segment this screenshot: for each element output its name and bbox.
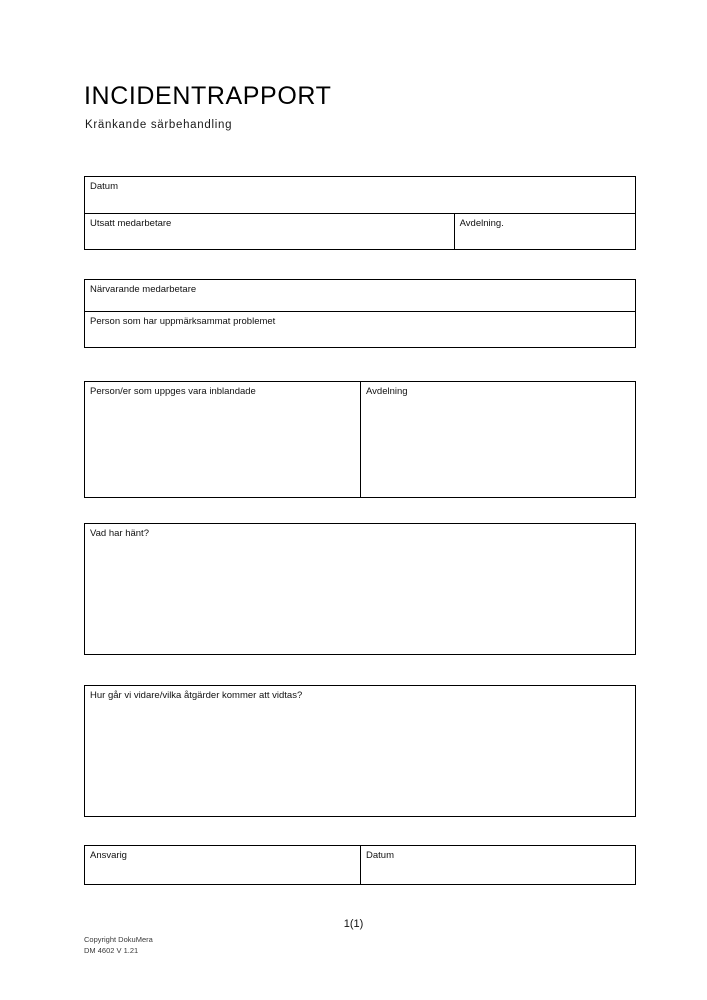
field-label-avdelning-utsatt: Avdelning. — [459, 218, 504, 229]
field-label-ansvarig-datum: Datum — [366, 850, 394, 861]
table-row — [84, 312, 636, 348]
field-ansvarig[interactable] — [85, 846, 360, 884]
form-block-date-employee — [84, 176, 636, 250]
field-person-uppmarksammat[interactable] — [85, 312, 635, 347]
form-block-what-happened — [84, 523, 636, 655]
table-row — [84, 523, 636, 655]
field-inblandade-avdelning[interactable] — [360, 382, 635, 497]
table-row — [84, 845, 636, 885]
field-label-person-uppmarksammat: Person som har uppmärksammat problemet — [90, 316, 276, 327]
form-block-next-steps — [84, 685, 636, 817]
field-avdelning-utsatt[interactable] — [454, 214, 635, 249]
footer — [84, 934, 153, 956]
table-row — [84, 176, 636, 214]
field-inblandade-personer[interactable] — [85, 382, 360, 497]
form-block-participants — [84, 279, 636, 348]
field-label-hur-gar-vi-vidare: Hur går vi vidare/vilka åtgärder kommer att vidtas? — [90, 690, 303, 701]
field-label-vad-har-hant: Vad har hänt? — [90, 528, 149, 539]
field-datum[interactable] — [85, 177, 635, 213]
field-ansvarig-datum[interactable] — [360, 846, 635, 884]
form-block-signature — [84, 845, 636, 885]
footer-doc-id: DM 4602 V 1.21 — [84, 946, 139, 955]
table-row — [84, 214, 636, 250]
footer-copyright: Copyright DokuMera — [84, 935, 153, 944]
page-subtitle: Kränkande särbehandling — [85, 119, 233, 131]
field-label-inblandade-avdelning: Avdelning — [366, 386, 408, 397]
form-block-involved — [84, 381, 636, 498]
field-narvarande-medarbetare[interactable] — [85, 280, 635, 311]
field-utsatt-medarbetare[interactable] — [85, 214, 454, 249]
page-title: INCIDENTRAPPORT — [84, 82, 332, 110]
page-number: 1(1) — [343, 918, 364, 930]
field-label-narvarande-medarbetare: Närvarande medarbetare — [90, 284, 197, 295]
field-label-datum: Datum — [90, 181, 118, 192]
table-row — [84, 279, 636, 312]
field-vad-har-hant[interactable] — [85, 524, 635, 654]
table-row — [84, 381, 636, 498]
field-label-inblandade-personer: Person/er som uppges vara inblandade — [90, 386, 256, 397]
field-label-utsatt-medarbetare: Utsatt medarbetare — [90, 218, 172, 229]
field-hur-gar-vi-vidare[interactable] — [85, 686, 635, 816]
table-row — [84, 685, 636, 817]
field-label-ansvarig: Ansvarig — [90, 850, 127, 861]
